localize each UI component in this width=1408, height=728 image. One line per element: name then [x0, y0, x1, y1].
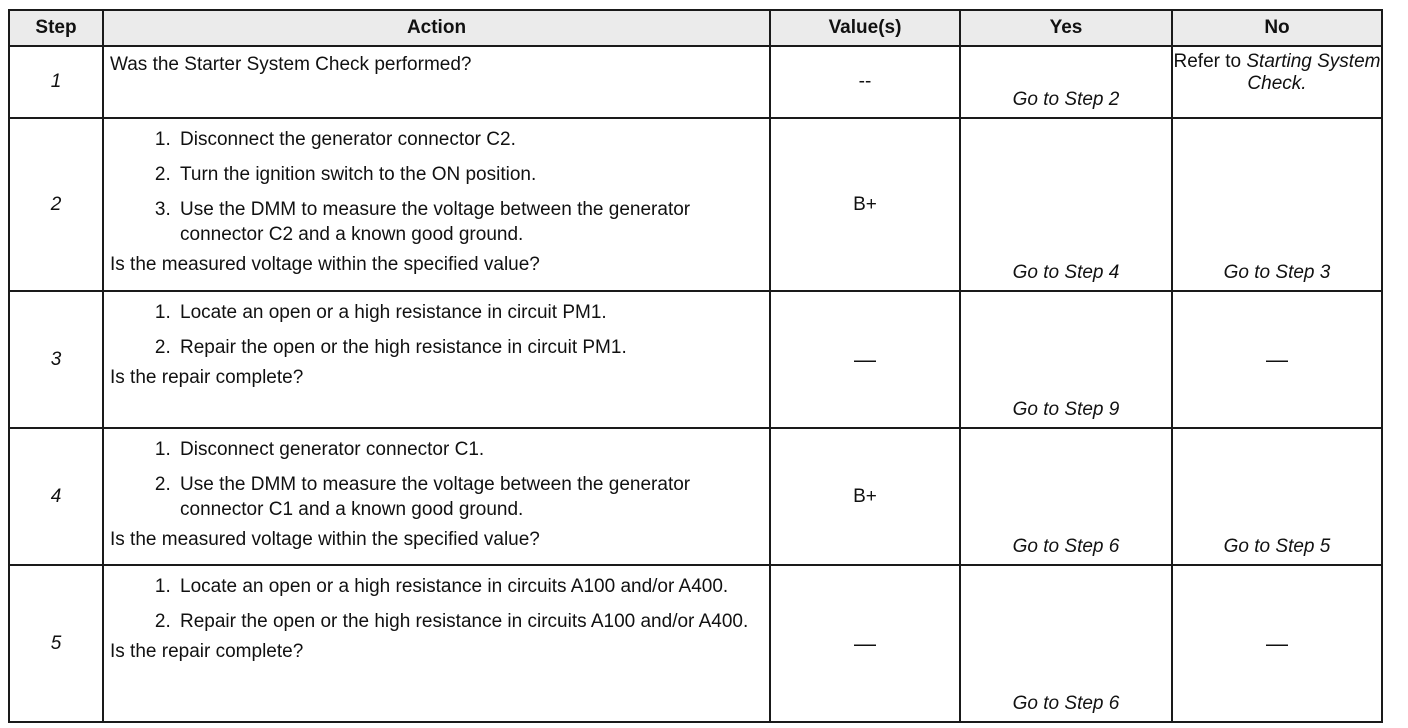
header-values: Value(s): [770, 10, 960, 46]
action-list: [110, 127, 763, 247]
header-row: [9, 10, 1382, 46]
action-item: 1. Disconnect the generator connector C2.: [176, 127, 763, 152]
no-cell: Go to Step 5: [1172, 428, 1382, 565]
action-cell: [103, 118, 770, 291]
step-number: 3: [9, 291, 103, 428]
action-list: [110, 574, 763, 634]
action-item: 1. Disconnect generator connector C1.: [176, 437, 763, 462]
yes-cell: Go to Step 6: [960, 565, 1172, 722]
action-question: Is the repair complete?: [110, 367, 304, 388]
value-cell: —: [770, 565, 960, 722]
step-number: 5: [9, 565, 103, 722]
value-cell: --: [770, 46, 960, 118]
diagnostic-table: [8, 9, 1383, 723]
value-cell: B+: [770, 118, 960, 291]
action-item: 1. Locate an open or a high resistance in circuits A100 and/or A400.: [176, 574, 763, 599]
action-cell: [103, 46, 770, 118]
no-prefix: Refer to: [1173, 51, 1247, 72]
action-list: [110, 300, 763, 360]
yes-cell: Go to Step 4: [960, 118, 1172, 291]
action-cell: [103, 565, 770, 722]
step-number: 2: [9, 118, 103, 291]
table-row: [9, 565, 1382, 722]
no-cell: [1172, 46, 1382, 118]
header-action: Action: [103, 10, 770, 46]
action-cell: [103, 428, 770, 565]
table-row: [9, 291, 1382, 428]
action-question: Is the measured voltage within the specified value?: [110, 254, 540, 275]
table-row: [9, 46, 1382, 118]
yes-cell: Go to Step 9: [960, 291, 1172, 428]
value-cell: B+: [770, 428, 960, 565]
action-question: Was the Starter System Check performed?: [110, 54, 472, 75]
action-list: [110, 437, 763, 522]
header-no: No: [1172, 10, 1382, 46]
action-item: 2. Repair the open or the high resistance in circuits A100 and/or A400.: [176, 609, 763, 634]
table-row: [9, 428, 1382, 565]
header-yes: Yes: [960, 10, 1172, 46]
action-cell: [103, 291, 770, 428]
no-cell: —: [1172, 565, 1382, 722]
table-row: [9, 118, 1382, 291]
no-cell: —: [1172, 291, 1382, 428]
yes-cell: Go to Step 2: [960, 46, 1172, 118]
action-item: 3. Use the DMM to measure the voltage between the generator connector C2 and a known good ground.: [176, 197, 763, 247]
action-question: Is the repair complete?: [110, 641, 304, 662]
no-cell: Go to Step 3: [1172, 118, 1382, 291]
action-item: 2. Use the DMM to measure the voltage between the generator connector C1 and a known good ground.: [176, 472, 763, 522]
action-item: 2. Repair the open or the high resistance in circuit PM1.: [176, 335, 763, 360]
step-number: 1: [9, 46, 103, 118]
no-reference: Starting System Check.: [1246, 51, 1381, 94]
action-item: 2. Turn the ignition switch to the ON position.: [176, 162, 763, 187]
header-step: Step: [9, 10, 103, 46]
yes-cell: Go to Step 6: [960, 428, 1172, 565]
action-question: Is the measured voltage within the specified value?: [110, 529, 540, 550]
value-cell: —: [770, 291, 960, 428]
step-number: 4: [9, 428, 103, 565]
action-item: 1. Locate an open or a high resistance in circuit PM1.: [176, 300, 763, 325]
